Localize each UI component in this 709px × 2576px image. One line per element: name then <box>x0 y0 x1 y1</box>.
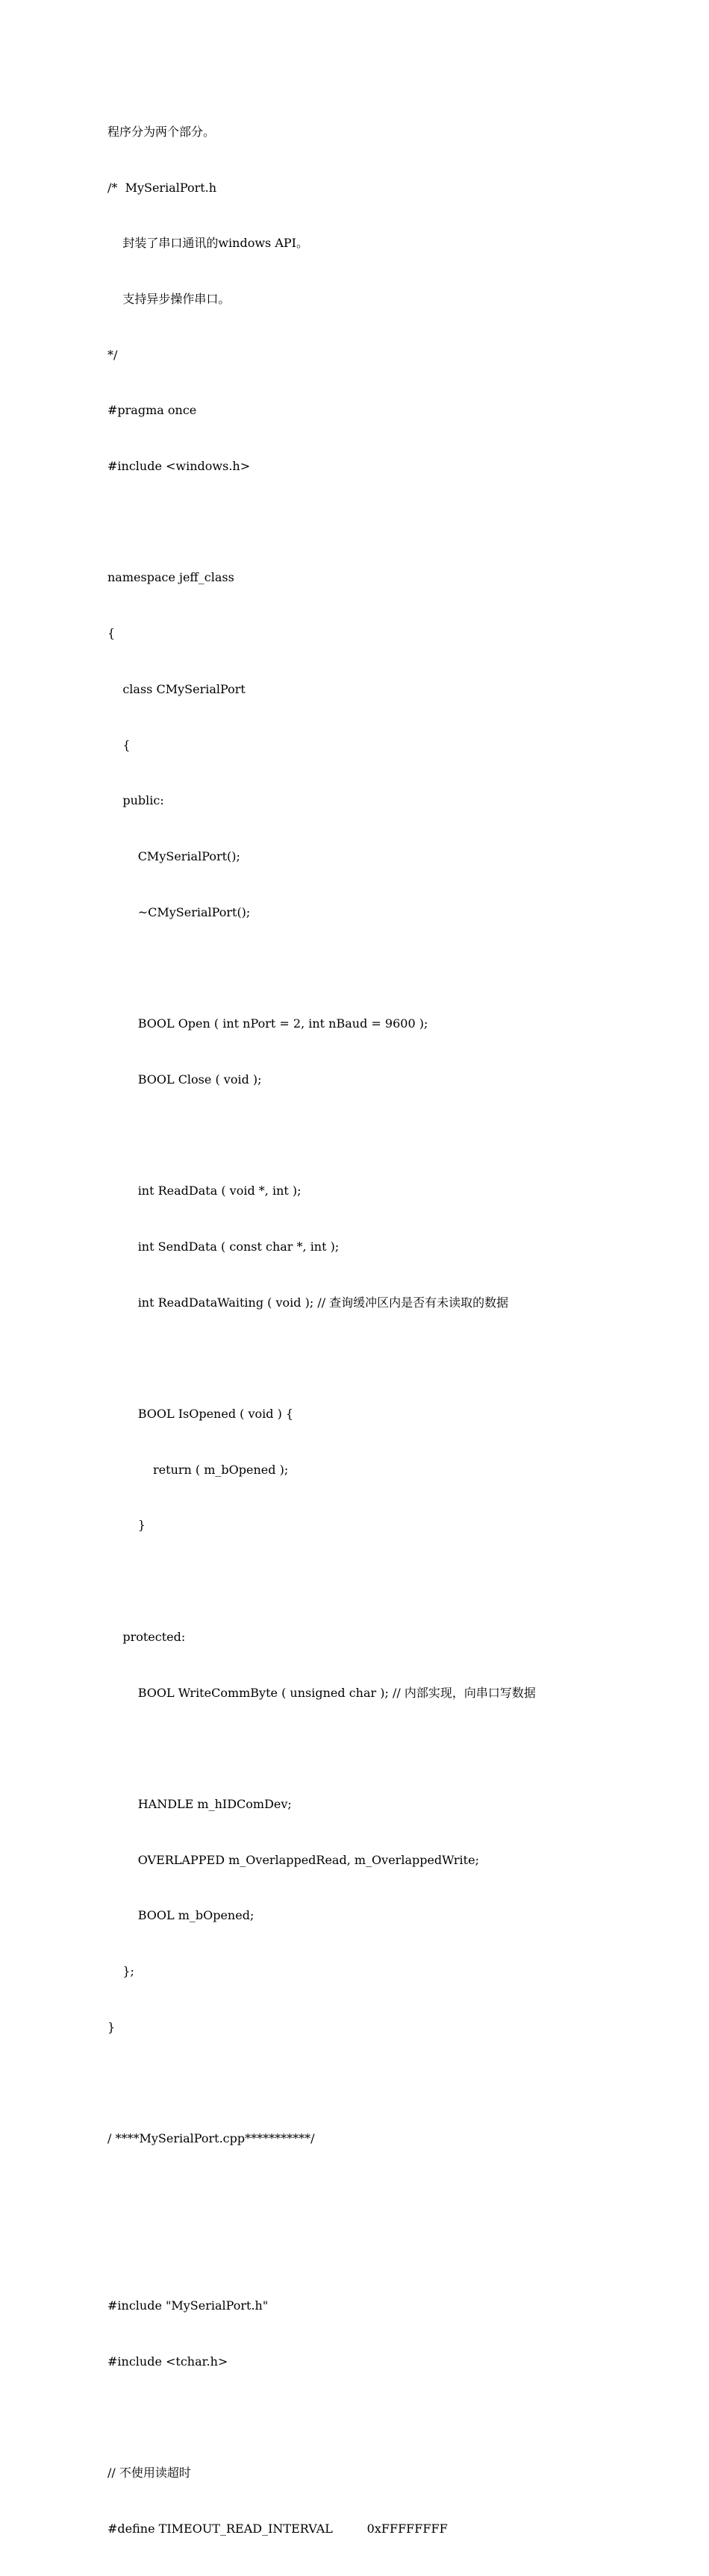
code-line: BOOL Close ( void ); <box>107 1072 262 1087</box>
code-line: #pragma once <box>107 403 197 418</box>
blank-line <box>107 1739 675 1758</box>
code-line: #include <windows.h> <box>107 459 251 474</box>
code-listing <box>107 86 675 2576</box>
blank-line <box>107 2242 675 2260</box>
comment-line: /* MySerialPort.h <box>107 180 217 195</box>
code-line: namespace jeff_class <box>107 570 234 585</box>
code-line: int SendData ( const char *, int ); <box>107 1239 340 1254</box>
code-line: int ReadDataWaiting ( void ); // 查询缓冲区内是否有未读取的数据 <box>107 1295 509 1310</box>
code-line: BOOL IsOpened ( void ) { <box>107 1406 294 1421</box>
code-line: { <box>107 626 116 641</box>
file-separator-line: / ****MySerialPort.cpp***********/ <box>107 2131 315 2146</box>
code-line: HANDLE m_hIDComDev; <box>107 1796 292 1811</box>
code-line: CMySerialPort(); <box>107 848 240 863</box>
comment-line: // 不使用读超时 <box>107 2466 191 2480</box>
blank-line <box>107 1349 675 1368</box>
comment-line: 支持异步操作串口。 <box>107 291 231 306</box>
code-line: } <box>107 2019 116 2034</box>
code-line: return ( m_bOpened ); <box>107 1462 289 1477</box>
code-line: }; <box>107 1964 134 1979</box>
blank-line <box>107 513 675 532</box>
blank-line <box>107 2186 675 2204</box>
code-line: BOOL m_bOpened; <box>107 1908 254 1923</box>
code-line: BOOL WriteCommByte ( unsigned char ); // 内部实现，向串口写数据 <box>107 1685 536 1700</box>
code-line: #include "MySerialPort.h" <box>107 2298 269 2313</box>
intro-line: 程序分为两个部分。 <box>107 124 216 139</box>
code-line: BOOL Open ( int nPort = 2, int nBaud = 9600 ); <box>107 1016 428 1031</box>
blank-line <box>107 1572 675 1591</box>
code-line: } <box>107 1518 146 1533</box>
code-line: #define TIMEOUT_READ_INTERVAL 0xFFFFFFFF <box>107 2522 448 2536</box>
code-line: protected: <box>107 1629 186 1644</box>
code-line: class CMySerialPort <box>107 681 246 696</box>
blank-line <box>107 959 675 978</box>
code-line: public: <box>107 793 164 808</box>
code-line: int ReadData ( void *, int ); <box>107 1184 302 1198</box>
code-line: OVERLAPPED m_OverlappedRead, m_OverlappedWrite; <box>107 1852 479 1867</box>
blank-line <box>107 2074 675 2092</box>
comment-line: 封装了串口通讯的windows API。 <box>107 236 308 251</box>
code-line: #include <tchar.h> <box>107 2354 228 2369</box>
comment-line: */ <box>107 347 118 362</box>
code-line: ~CMySerialPort(); <box>107 904 251 919</box>
blank-line <box>107 2409 675 2427</box>
code-line: { <box>107 737 131 752</box>
blank-line <box>107 1126 675 1145</box>
